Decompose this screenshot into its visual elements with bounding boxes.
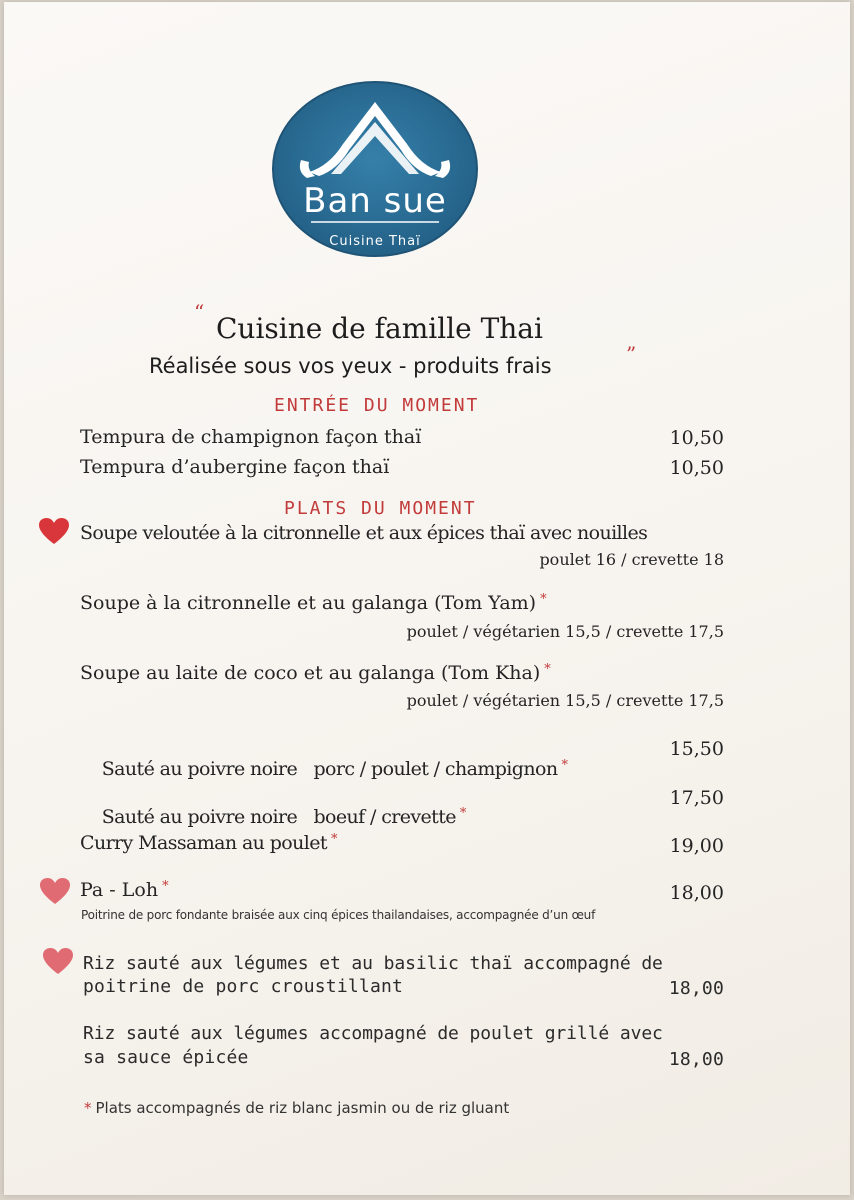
dish-star: * (330, 832, 337, 847)
dish-name: Soupe veloutée à la citronnelle et aux épices thaï avec nouilles (80, 522, 648, 544)
dish-options: poulet 16 / crevette 18 (539, 550, 724, 569)
page-title: Cuisine de famille Thai (216, 312, 543, 345)
ban-sue-logo (271, 80, 479, 258)
page-subtitle: Réalisée sous vos yeux - produits frais (149, 354, 552, 378)
heart-icon (42, 947, 74, 975)
dish-name-text: Pa - Loh (80, 879, 159, 901)
entree-price: 10,50 (669, 427, 724, 449)
dish-price: 18,00 (668, 978, 724, 999)
dish-price: 18,00 (668, 1049, 724, 1070)
dish-name-line2: poitrine de porc croustillant (83, 976, 404, 997)
dish-price: 15,50 (669, 738, 724, 760)
dish-price: 18,00 (669, 882, 724, 904)
dish-description: Poitrine de porc fondante braisée aux cinq épices thailandaises, accompagnée d’un œuf (81, 908, 596, 922)
dish-name-text: Sauté au poivre noire boeuf / crevette (101, 806, 456, 828)
entree-price: 10,50 (669, 457, 724, 479)
close-quote: ” (626, 342, 637, 366)
footnote (84, 1099, 509, 1117)
dish-options: poulet / végétarien 15,5 / crevette 17,5 (406, 691, 724, 710)
dish-name-line2: sa sauce épicée (83, 1047, 249, 1068)
dish-name (80, 832, 337, 854)
dish-name-line1: Riz sauté aux légumes et au basilic thaï accompagné de (83, 953, 663, 974)
dish-star: * (540, 592, 547, 607)
dish-name-text: Curry Massaman au poulet (80, 832, 327, 854)
dish-name-line1: Riz sauté aux légumes accompagné de poulet grillé avec (83, 1023, 663, 1044)
section-title-plats: PLATS DU MOMENT (284, 498, 477, 519)
dish-name (80, 592, 547, 614)
heart-icon (39, 877, 71, 905)
dish-star: * (561, 758, 568, 773)
dish-name-text: Soupe au laite de coco et au galanga (Tom Kha) (80, 662, 541, 684)
dish-price: 17,50 (669, 787, 724, 809)
dish-name (80, 662, 551, 684)
section-title-entrees: ENTRÉE DU MOMENT (274, 395, 480, 416)
dish-price: 19,00 (669, 835, 724, 857)
logo-tagline: Cuisine Thaï (329, 234, 421, 249)
entree-name: Tempura d’aubergine façon thaï (80, 456, 390, 478)
dish-star: * (459, 806, 466, 821)
dish-star: * (544, 662, 551, 677)
heart-icon (38, 517, 70, 545)
dish-name (80, 879, 169, 901)
dish-name-text: Soupe à la citronnelle et au galanga (Tom Yam) (80, 592, 537, 614)
dish-star: * (162, 879, 169, 894)
entree-name: Tempura de champignon façon thaï (80, 426, 422, 448)
dish-options: poulet / végétarien 15,5 / crevette 17,5 (406, 622, 724, 641)
footnote-text: Plats accompagnés de riz blanc jasmin ou de riz gluant (95, 1099, 510, 1117)
logo-brand-text: Ban sue (303, 181, 447, 221)
menu-page (4, 2, 850, 1195)
open-quote: “ (194, 300, 205, 324)
footnote-star: * (84, 1099, 92, 1117)
dish-name-text: Sauté au poivre noire porc / poulet / champignon (101, 758, 558, 780)
